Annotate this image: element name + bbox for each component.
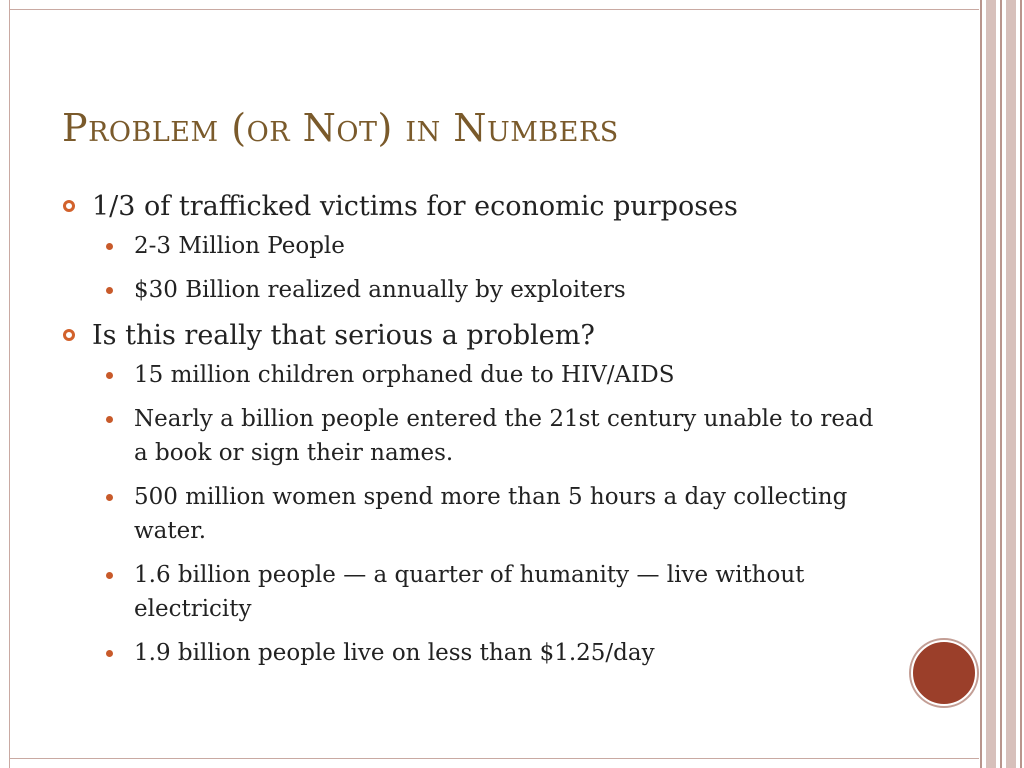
frame-top-line <box>9 9 979 10</box>
stripe-bar <box>986 0 996 768</box>
dot-bullet-icon <box>106 287 113 294</box>
sub-bullet-item <box>62 636 882 670</box>
frame-left-line <box>9 0 10 768</box>
sub-bullet-text: 1.9 billion people live on less than $1.25/day <box>134 640 655 666</box>
dot-bullet-icon <box>106 494 113 501</box>
frame-bottom-line <box>9 758 979 759</box>
sub-bullet-text: 500 million women spend more than 5 hours a day collecting water. <box>134 484 848 544</box>
dot-bullet-icon <box>106 416 113 423</box>
bullet-item <box>62 188 882 226</box>
bullet-text: Is this really that serious a problem? <box>92 320 595 351</box>
dot-bullet-icon <box>106 372 113 379</box>
decorative-circle <box>911 640 977 706</box>
sub-bullet-text: Nearly a billion people entered the 21st century unable to read a book or sign their names. <box>134 406 874 466</box>
stripe-bar <box>980 0 982 768</box>
dot-bullet-icon <box>106 650 113 657</box>
sub-bullet-text: 2-3 Million People <box>134 233 345 259</box>
sub-bullet-item <box>62 402 882 470</box>
dot-bullet-icon <box>106 243 113 250</box>
dot-bullet-icon <box>106 572 113 579</box>
sub-bullet-item <box>62 480 882 548</box>
sub-bullet-text: $30 Billion realized annually by exploiters <box>134 277 626 303</box>
sub-bullet-item <box>62 358 882 392</box>
stripe-bar <box>1020 0 1022 768</box>
sub-bullet-item <box>62 558 882 626</box>
sub-bullet-item <box>62 229 882 263</box>
sub-bullet-text: 15 million children orphaned due to HIV/AIDS <box>134 362 675 388</box>
bullet-item <box>62 317 882 355</box>
right-decorative-stripe <box>980 0 1024 768</box>
stripe-bar <box>1000 0 1002 768</box>
sub-bullet-item <box>62 273 882 307</box>
slide-title: Problem (or Not) in Numbers <box>62 106 619 150</box>
stripe-bar <box>1006 0 1016 768</box>
sub-bullet-text: 1.6 billion people — a quarter of humanity — live without electricity <box>134 562 805 622</box>
ring-bullet-icon <box>63 329 75 341</box>
bullet-text: 1/3 of trafficked victims for economic purposes <box>92 191 738 222</box>
bullet-list <box>62 188 882 680</box>
ring-bullet-icon <box>63 200 75 212</box>
